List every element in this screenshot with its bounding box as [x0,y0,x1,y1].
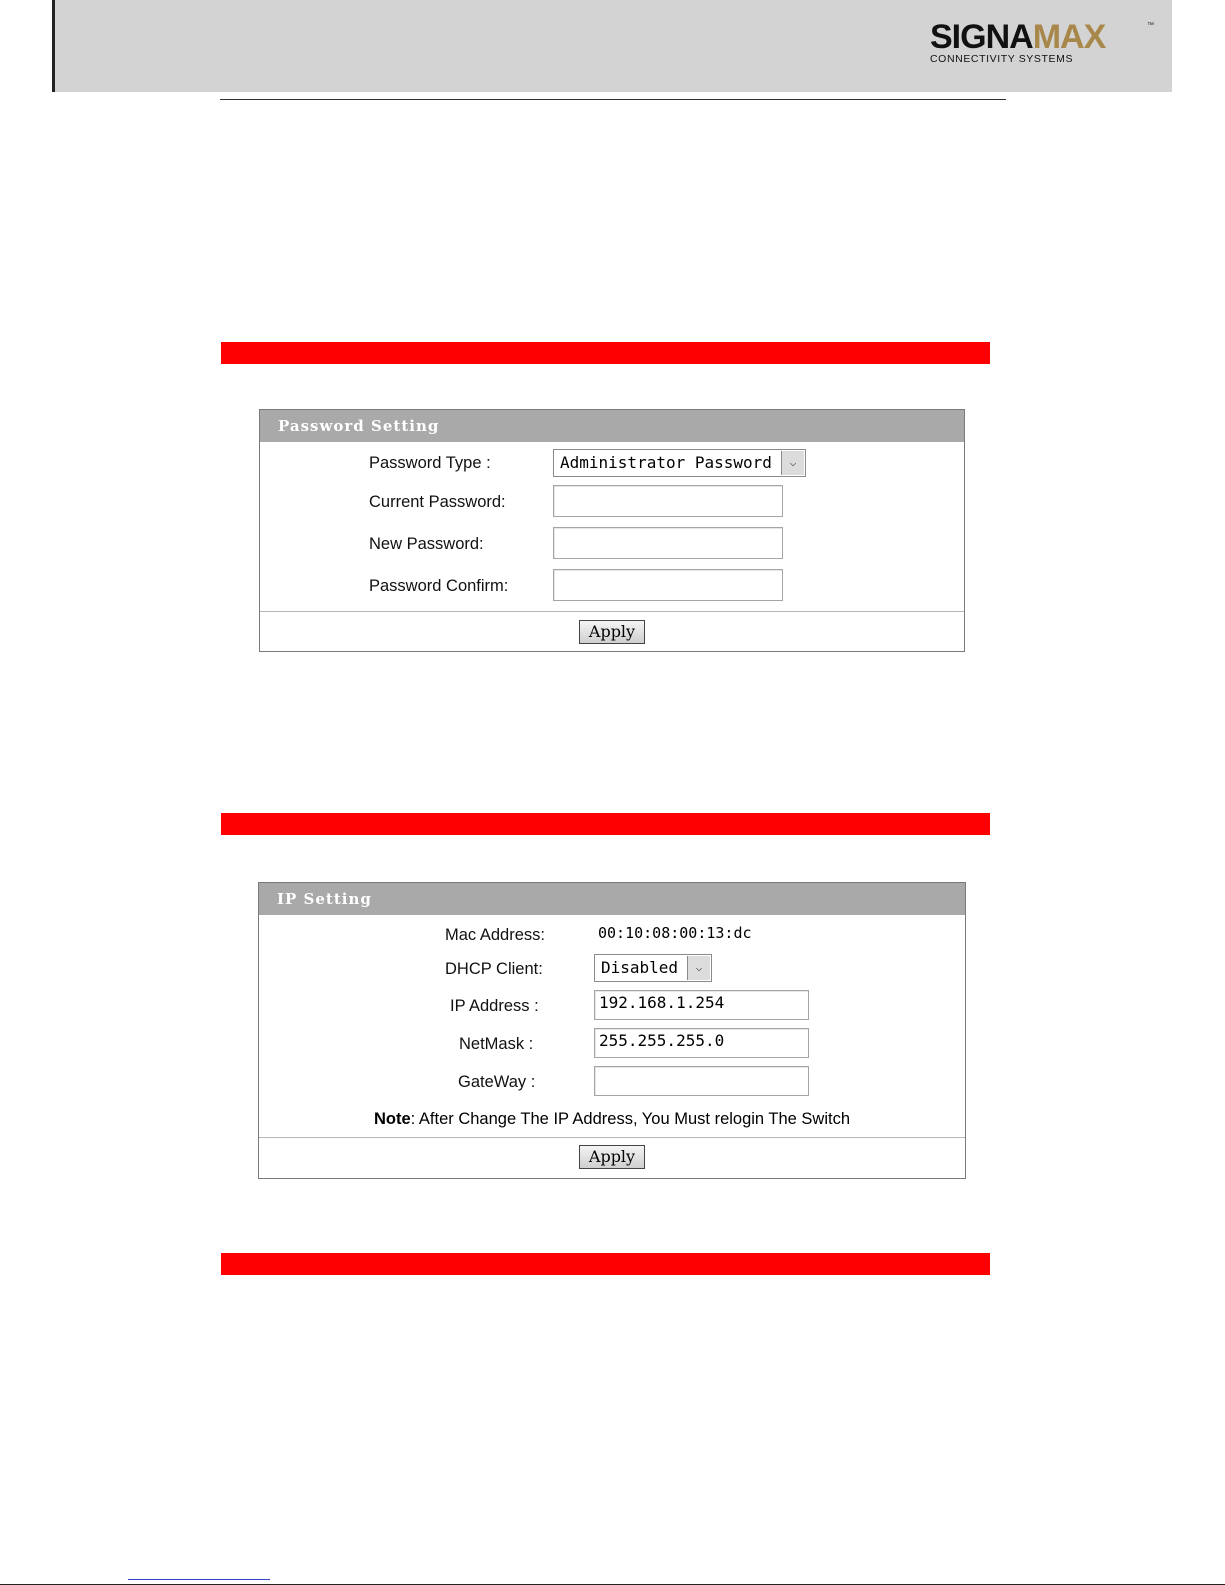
password-type-select[interactable] [553,449,806,477]
signamax-logo [930,20,1160,70]
dhcp-client-value: Disabled [601,958,679,977]
gateway-label: GateWay : [458,1073,536,1091]
password-panel-title: Password Setting [260,410,964,442]
password-type-value: Administrator Password [560,453,772,472]
mac-address-value: 00:10:08:00:13:dc [598,924,752,942]
logo-trademark: ™ [1147,22,1154,29]
ip-change-note [259,1110,965,1129]
mac-address-label: Mac Address: [445,926,545,944]
ip-setting-panel [258,882,966,1179]
ip-address-label: IP Address : [450,997,539,1015]
note-text: : After Change The IP Address, You Must relogin The Switch [410,1110,851,1128]
ip-address-input[interactable]: 192.168.1.254 [594,990,809,1020]
new-password-label: New Password: [369,535,484,553]
dhcp-client-label: DHCP Client: [445,960,543,978]
password-confirm-input[interactable] [553,569,783,601]
chevron-down-icon[interactable]: ⌵ [687,956,710,980]
current-password-label: Current Password: [369,493,506,511]
password-confirm-label: Password Confirm: [369,577,509,595]
logo-subtitle: CONNECTIVITY SYSTEMS [930,53,1074,65]
password-setting-panel [259,409,965,652]
netmask-input[interactable]: 255.255.255.0 [594,1028,809,1058]
password-type-label: Password Type : [369,454,491,472]
dhcp-client-select[interactable] [594,954,712,982]
note-bold: Note [373,1110,411,1128]
chevron-down-icon[interactable]: ⌵ [781,451,804,475]
password-apply-button[interactable]: Apply [579,620,645,644]
footer-link-underline [128,1579,270,1580]
ip-panel-title: IP Setting [259,883,965,915]
netmask-label: NetMask : [459,1035,534,1053]
gateway-input[interactable] [594,1066,809,1096]
ip-apply-button[interactable]: Apply [579,1145,645,1169]
section-bar-3 [221,1253,990,1275]
logo-part2: MAX [1032,18,1106,56]
new-password-input[interactable] [553,527,783,559]
logo-part1: SIGNA [930,18,1033,56]
section-bar-2 [221,813,990,835]
section-bar-1 [221,342,990,364]
logo-wordmark [930,20,1105,54]
panel-divider [259,1137,965,1138]
current-password-input[interactable] [553,485,783,517]
header-rule [220,99,1006,100]
header-edge [52,0,55,92]
panel-divider [260,611,964,612]
